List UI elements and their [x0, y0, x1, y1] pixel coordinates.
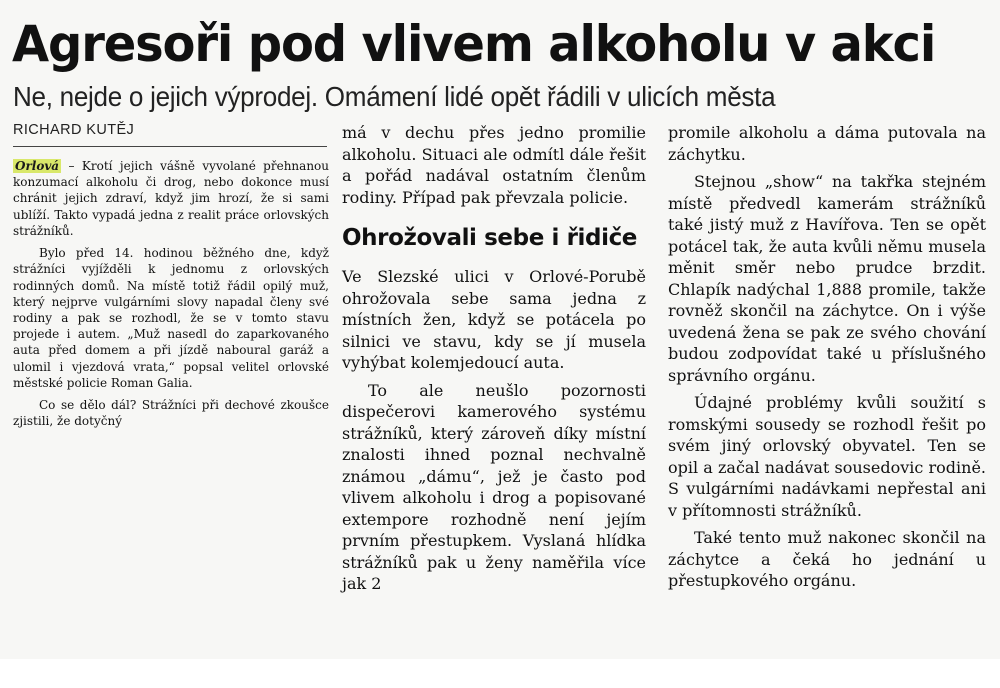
article-subtitle: Ne, nejde o jejich výprodej. Omámení lidé opět řádili v ulicích města [13, 81, 776, 112]
paragraph: Údajné problémy kvůli soužití s romskými sousedy se rozhodl řešit po svém jiný orlovský obyvatel. Ten se opil a začal nadávat sousedovic rodině. S vulgárními nadávkami nepřestal ani v přítomnosti strážníků. [668, 393, 986, 520]
paragraph: Ve Slezské ulici v Orlové-Porubě ohrožovala sebe sama jedna z místních žen, když se potácela po silnici ve stavu, kdy se jí musela vyhýbat kolemjedoucí auta. [342, 267, 646, 372]
article-column-1 [13, 158, 329, 688]
article-column-3 [668, 122, 986, 652]
article-column-2 [342, 122, 646, 652]
paragraph: Také tento muž nakonec skončil na záchytce a čeká ho jednání u přestupkového orgánu. [668, 528, 986, 590]
paragraph: Co se dělo dál? Strážníci při dechové zkoušce zjistili, že dotyčný [13, 398, 329, 429]
paragraph: Bylo před 14. hodinou běžného dne, když strážníci vyjížděli k jednomu z orlovských rodinných domů. Na místě totiž řádil opilý muž, který nejprve vulgárními slovy napadal členy své rodiny a pak se rozhodl, že se v tomto stavu projede i autem. „Muž nasedl do zaparkovaného auta před domem a při jízdě naboural garáž a ulomil i vjezdová vrata,“ popsal velitel orlovské městské policie Roman Galia. [13, 246, 329, 390]
paragraph: Stejnou „show“ na takřka stejném místě předvedl kamerám strážníků také jistý muž z Havířova. Ten se opět potácel tak, že auta kvůli němu musela měnit směr nebo prudce brzdit. Chlapík nadýchal 1,888 promile, takže rovněž skončil na záchytce. On i výše uvedená žena se pak ze svého chování budou zodpovídat také u příslušného správního orgánu. [668, 172, 986, 385]
section-subheading: Ohrožovali sebe i řidiče [342, 225, 638, 251]
paragraph: promile alkoholu a dáma putovala na záchytku. [668, 123, 986, 164]
dateline: Orlová [15, 159, 60, 173]
byline-divider [13, 146, 327, 147]
paragraph [13, 158, 329, 239]
article-byline: RICHARD KUTĚJ [13, 122, 135, 138]
dateline-separator: – [61, 159, 82, 173]
paragraph: To ale neušlo pozornosti dispečerovi kamerového systému strážníků, který zároveň díky místní znalosti ihned poznal nechvalně známou „dámu“, jež je často pod vlivem alkoholu i drog a popisované extempore rozhodně není jejím prvním přestupkem. Vyslaná hlídka strážníků pak u ženy naměřila více jak 2 [342, 380, 646, 593]
paragraph-text: Krotí jejich vášně vyvolané přehnanou konzumací alkoholu či drog, nebo dokonce musí chránit jejich zdraví, když jim hrozí, že si sami ublíží. Takto vypadá jedna z realit práce orlovských strážníků. [13, 159, 329, 238]
paragraph: má v dechu přes jedno promilie alkoholu. Situaci ale odmítl dále řešit a pořád nadával ostatním členům rodiny. Případ pak převzala policie. [342, 123, 646, 207]
article-headline: Agresoři pod vlivem alkoholu v akci [12, 15, 936, 73]
